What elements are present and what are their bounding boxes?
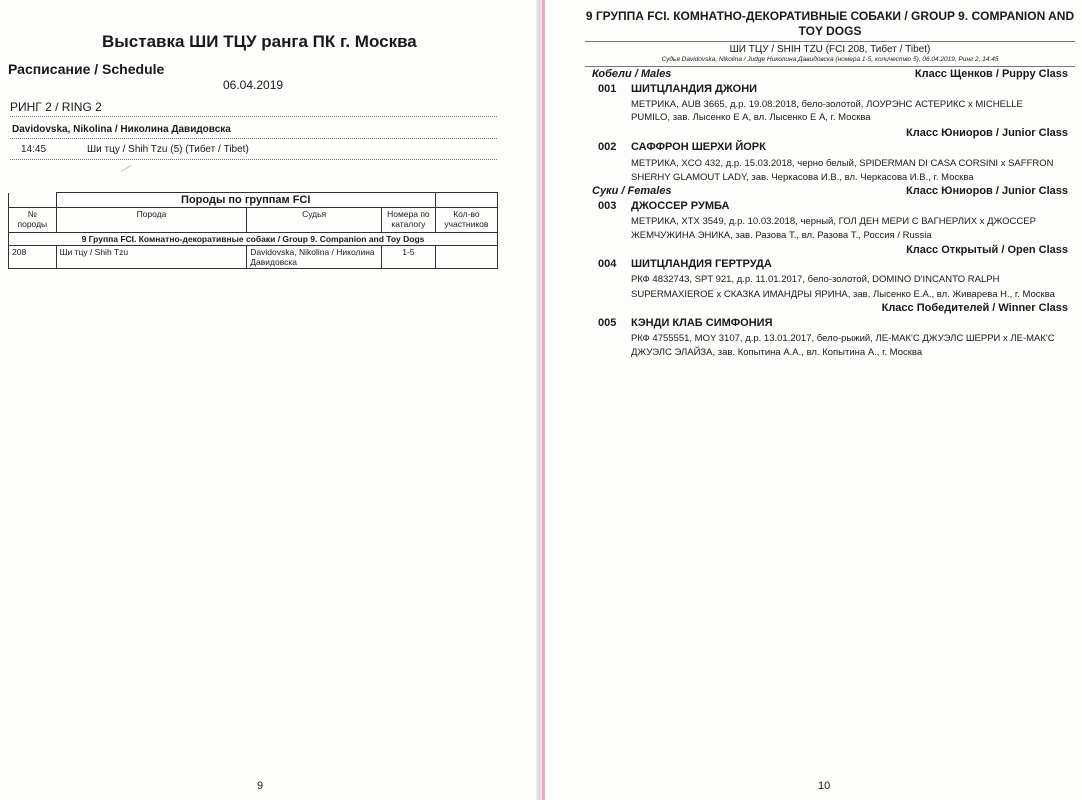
dog-details-line: РКФ 4832743, SPT 921, д.р. 11.01.2017, бело-золотой, DOMINO D'INCANTO RALPH: [631, 274, 1000, 285]
group-title: 9 Группа FCI. Комнатно-декоративные собаки / Group 9. Companion and Toy Dogs: [9, 233, 498, 246]
dog-name: ШИТЦЛАНДИЯ ДЖОНИ: [631, 83, 758, 95]
cell-breed: Ши тцу / Shih Tzu: [56, 246, 247, 269]
cell-judge: Davidovska, Nikolina / Николина Давидовска: [247, 246, 382, 269]
dog-name: ДЖОССЕР РУМБА: [631, 200, 730, 212]
divider: [10, 138, 497, 139]
divider: [10, 116, 497, 117]
schedule-label: Расписание / Schedule: [8, 61, 165, 77]
page-number: 9: [257, 780, 264, 792]
column-header-catalog: Номера по каталогу: [381, 208, 435, 233]
dog-details-line: SUPERMAXIEROE x СКАЗКА ИМАНДРЫ ЯРИНА, зав. Лысенко Е.А., вл. Живарева Н., г. Москва: [631, 289, 1055, 300]
column-header-judge: Судья: [247, 208, 382, 233]
cell-no: 208: [9, 246, 57, 269]
dog-details-line: РКФ 4755551, MOY 3107, д.р. 13.01.2017, бело-рыжий, ЛЕ-МАК'С ДЖУЭЛС ШЕРРИ x ЛЕ-МАК'С: [631, 333, 1055, 344]
column-header-breed: Порода: [56, 208, 247, 233]
table-header-row: [9, 208, 498, 233]
dog-name: САФФРОН ШЕРХИ ЙОРК: [631, 141, 766, 153]
left-page: [0, 0, 538, 800]
cell-catalog: 1-5: [381, 246, 435, 269]
schedule-date: 06.04.2019: [223, 78, 284, 92]
table-row: [9, 246, 498, 269]
judge-line: Судья Davidovska, Nikolina / Judge Николина Давидовска (номера 1-5, количество 5), 06.04.2019, Ринг 2, 14:45: [661, 56, 999, 63]
schedule-breed: Ши тцу / Shih Tzu (5) (Тибет / Tibet): [87, 144, 249, 155]
schedule-time: 14:45: [21, 144, 47, 155]
females-label: Суки / Females: [592, 185, 672, 197]
divider: [10, 159, 497, 160]
cell-count: [435, 246, 497, 269]
group-row: [9, 233, 498, 246]
dog-details-line: МЕТРИКА, AUB 3665, д.р. 19.08.2018, бело-золотой, ЛОУРЭНС АСТЕРИКС x MICHELLE: [631, 99, 1023, 110]
catalog-number: 003: [598, 200, 617, 212]
dog-name: ШИТЦЛАНДИЯ ГЕРТРУДА: [631, 258, 772, 270]
dog-details-line: SHERHY GLAMOUT LADY, зав. Черкасова И.В., вл. Черкасова И.В., г. Москва: [631, 172, 974, 183]
pen-mark: [121, 165, 132, 172]
breed-line: ШИ ТЦУ / SHIH TZU (FCI 208, Тибет / Tibet): [729, 44, 931, 55]
right-page: [545, 0, 1082, 800]
dog-details-line: ЖЕМЧУЖИНА ЭНИКА, зав. Разова Т., вл. Разова Т., Россия / Russia: [631, 230, 932, 241]
class-junior-males: Класс Юниоров / Junior Class: [906, 127, 1068, 139]
group-heading: 9 ГРУППА FCI. КОМНАТНО-ДЕКОРАТИВНЫЕ СОБАКИ / GROUP 9. COMPANION AND TOY DOGS: [585, 9, 1075, 38]
divider: [585, 41, 1075, 42]
males-label: Кобели / Males: [592, 68, 672, 80]
dog-details-line: МЕТРИКА, XTX 3549, д.р. 10.03.2018, черный, ГОЛ ДЕН МЕРИ С ВАГНЕРЛИХ x ДЖОССЕР: [631, 216, 1036, 227]
page-title: Выставка ШИ ТЦУ ранга ПК г. Москва: [102, 32, 417, 51]
table-title: Породы по группам FCI: [56, 193, 435, 208]
column-header-no: № породы: [9, 208, 57, 233]
class-winner: Класс Победителей / Winner Class: [881, 302, 1068, 314]
dog-name: КЭНДИ КЛАБ СИМФОНИЯ: [631, 317, 773, 329]
dog-details-line: PUMILO, зав. Лысенко Е А, вл. Лысенко Е А, г. Москва: [631, 112, 871, 123]
judge-name: Davidovska, Nikolina / Николина Давидовска: [12, 124, 231, 135]
column-header-count: Кол-во участников: [435, 208, 497, 233]
dog-details-line: ДЖУЭЛС ЭЛАЙЗА, зав. Копытина А.А., вл. Копытина А., г. Москва: [631, 347, 923, 358]
catalog-number: 002: [598, 141, 617, 153]
class-puppy: Класс Щенков / Puppy Class: [914, 68, 1068, 80]
class-open: Класс Открытый / Open Class: [906, 244, 1068, 256]
catalog-number: 004: [598, 258, 617, 270]
class-junior-females: Класс Юниоров / Junior Class: [906, 185, 1068, 197]
dog-details-line: МЕТРИКА, XCO 432, д.р. 15.03.2018, черно белый, SPIDERMAN DI CASA CORSINI x SAFFRON: [631, 158, 1054, 169]
table-title-row: [9, 193, 498, 208]
catalog-number: 001: [598, 83, 617, 95]
fci-groups-table: [8, 192, 498, 269]
ring-label: РИНГ 2 / RING 2: [10, 100, 102, 114]
divider: [585, 66, 1075, 67]
page-number: 10: [818, 780, 831, 792]
catalog-number: 005: [598, 317, 617, 329]
